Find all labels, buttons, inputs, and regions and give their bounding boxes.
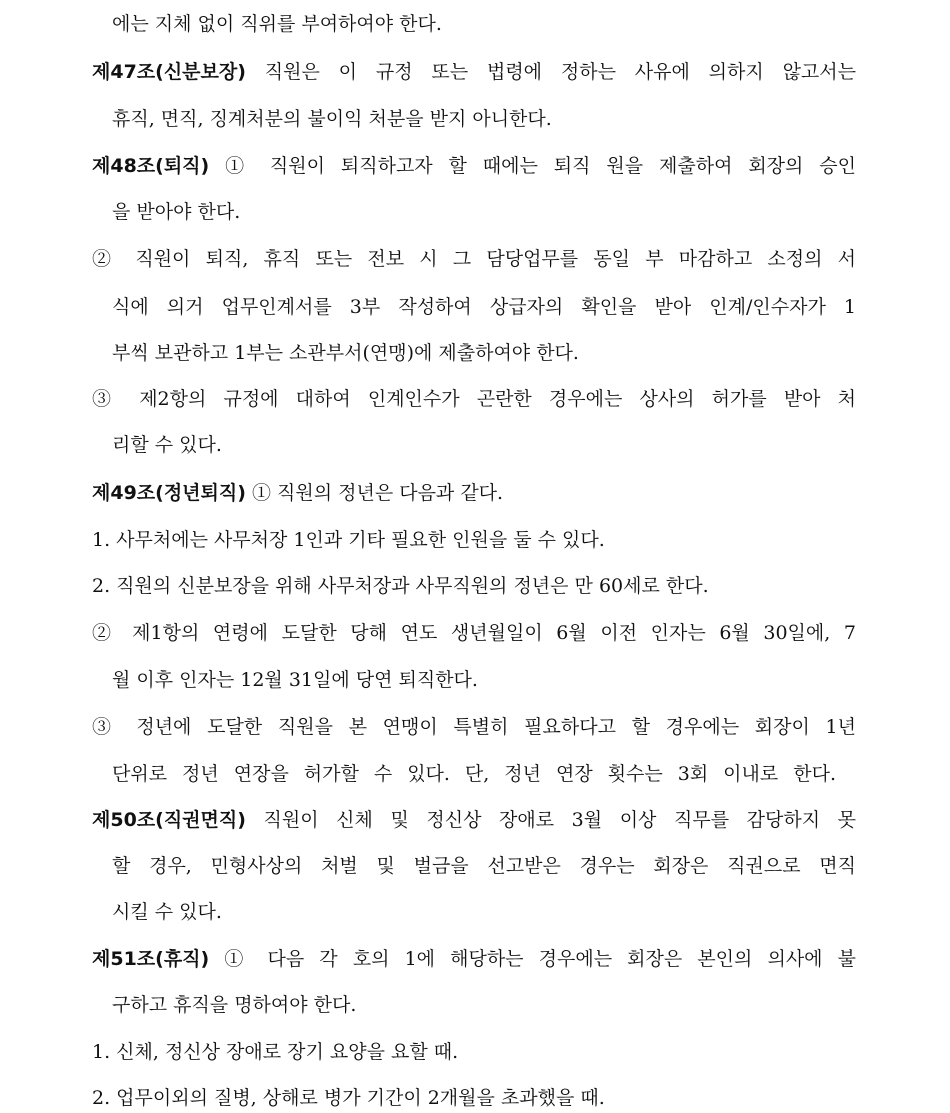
article-heading: 제48조(퇴직) <box>92 155 210 177</box>
article-heading: 제51조(휴직) <box>92 948 210 970</box>
article-heading: 제47조(신분보장) <box>92 61 246 83</box>
paragraph-line: 할 경우, 민형사상의 처벌 및 벌금을 선고받은 경우는 회장은 직권으로 면직 <box>112 855 856 877</box>
list-item: 2. 업무이외의 질병, 상해로 병가 기간이 2개월을 초과했을 때. <box>92 1087 605 1109</box>
article-47 <box>92 59 856 85</box>
text-line: 구하고 휴직을 명하여야 한다. <box>112 994 357 1016</box>
article-49 <box>92 480 503 506</box>
text-line: 리할 수 있다. <box>112 434 222 456</box>
article-text: 직원이 신체 및 정신상 장애로 3월 이상 직무를 감당하지 못 <box>245 809 856 831</box>
article-50 <box>92 807 856 833</box>
paragraph-line: ③ 제2항의 규정에 대하여 인계인수가 곤란한 경우에는 상사의 허가를 받아 처 <box>92 388 856 410</box>
list-item: 1. 신체, 정신상 장애로 장기 요양을 요할 때. <box>92 1041 459 1063</box>
article-text: ① 다음 각 호의 1에 해당하는 경우에는 회장은 본인의 의사에 불 <box>209 948 856 970</box>
list-item: 2. 직원의 신분보장을 위해 사무처장과 사무직원의 정년은 만 60세로 한다. <box>92 575 709 597</box>
paragraph-line: ② 제1항의 연령에 도달한 당해 연도 생년월일이 6월 이전 인자는 6월 30일에, 7 <box>92 622 856 644</box>
article-text: 직원은 이 규정 또는 법령에 정하는 사유에 의하지 않고서는 <box>245 61 856 83</box>
article-heading: 제49조(정년퇴직) <box>92 482 246 504</box>
list-item: 1. 사무처에는 사무처장 1인과 기타 필요한 인원을 둘 수 있다. <box>92 529 605 551</box>
article-text: ① 직원의 정년은 다음과 같다. <box>245 482 504 504</box>
text-line: 에는 지체 없이 직위를 부여하여야 한다. <box>112 13 442 35</box>
text-line: 부씩 보관하고 1부는 소관부서(연맹)에 제출하여야 한다. <box>112 342 579 364</box>
article-text: ① 직원이 퇴직하고자 할 때에는 퇴직 원을 제출하여 회장의 승인 <box>209 155 856 177</box>
paragraph-line: 식에 의거 업무인계서를 3부 작성하여 상급자의 확인을 받아 인계/인수자가 1 <box>112 296 856 318</box>
paragraph-line: ③ 정년에 도달한 직원을 본 연맹이 특별히 필요하다고 할 경우에는 회장이 1년 <box>92 716 856 738</box>
text-line: 휴직, 면직, 징계처분의 불이익 처분을 받지 아니한다. <box>112 108 552 130</box>
text-line: 월 이후 인자는 12월 31일에 당연 퇴직한다. <box>112 669 478 691</box>
article-48 <box>92 153 856 179</box>
paragraph-line: ② 직원이 퇴직, 휴직 또는 전보 시 그 담당업무를 동일 부 마감하고 소정의 서 <box>92 248 856 270</box>
paragraph-line: 단위로 정년 연장을 허가할 수 있다. 단, 정년 연장 횟수는 3회 이내로 한다. <box>112 763 836 785</box>
article-51 <box>92 946 856 972</box>
article-heading: 제50조(직권면직) <box>92 809 246 831</box>
text-line: 시킬 수 있다. <box>112 901 222 923</box>
text-line: 을 받아야 한다. <box>112 201 241 223</box>
